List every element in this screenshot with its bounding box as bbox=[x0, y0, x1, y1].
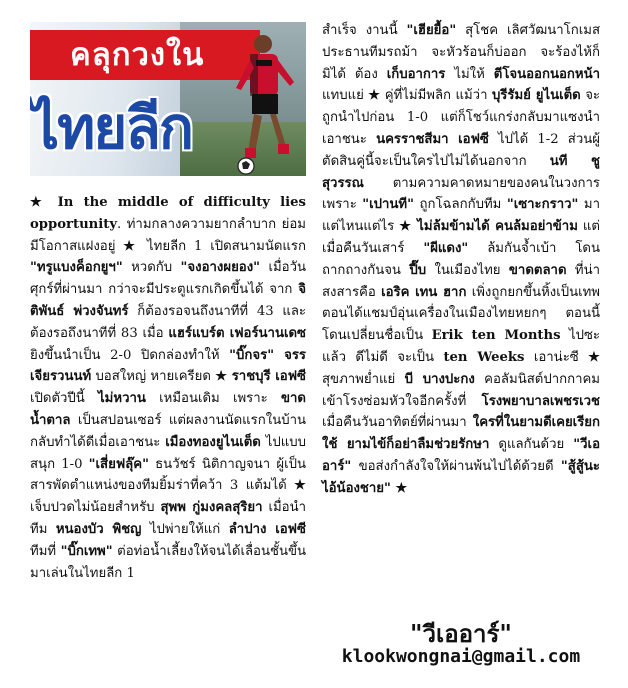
bold-text-run: ขาดตลาด bbox=[508, 262, 567, 278]
bold-text-run: "จงอางผยอง" bbox=[180, 260, 261, 276]
text-run: มาแต่ไหนแต่ไร bbox=[322, 197, 600, 235]
bold-text-run: ★ ไม่ล้มข้ามได้ คนล้มอย่าข้าม bbox=[399, 219, 578, 235]
bold-text-run: ขาดน้ำตาล bbox=[30, 391, 306, 428]
author-signature: "วีเออาร์" bbox=[410, 619, 512, 648]
text-run: สุโชค เลิศวัฒนาโกเมส ประธานทีมรถม้า จะหัวร้อนก็บ่ออก จะร้องไห้ก็มิได้ ต้อง bbox=[322, 23, 600, 82]
left-text-column bbox=[30, 192, 306, 584]
text-run: คู่ที่ไม่มีพลิก แม้ว่า bbox=[380, 88, 492, 104]
text-run: ในเมืองไทย bbox=[426, 262, 509, 278]
right-text-column bbox=[322, 20, 600, 500]
text-run: เอาน่ะซี bbox=[524, 349, 589, 365]
bold-text-run: ตีโจนออกนอกหน้า bbox=[493, 66, 600, 82]
text-run: แทบแย่ bbox=[322, 88, 369, 104]
text-run: ไม่ให้ bbox=[445, 66, 494, 82]
text-run: หวดกับ bbox=[122, 260, 181, 276]
text-run: ไปซะแล้ว ดีไม่ดี จะเป็น bbox=[322, 328, 600, 365]
bold-text-run: "ทรูแบงค็อกยูฯ" bbox=[30, 260, 123, 276]
bold-text-run: ไม่หวาน bbox=[98, 391, 146, 407]
text-run: ธนวัชร์ นิติกาญจนา ผู้เป็นสารพัดตำแหน่งของทีมยิ้มร่าที่คว้า 3 แต้มได้ bbox=[30, 456, 306, 494]
text-run: ขอส่งกำลังใจให้ผ่านพ้นไปได้ด้วยดี bbox=[351, 458, 561, 474]
bold-text-run: เก็บอาการ bbox=[386, 66, 446, 82]
text-run: ไปพ่ายให้แก่ bbox=[141, 521, 229, 537]
bold-text-run: ใครที่ในยามดีเคยเรียกใช้ ยามไข้ก็อย่าลืมช่วยรักษา bbox=[322, 415, 600, 453]
text-run: จะถูกนำไปก่อน 1-0 แต่ก็โชว์แกร่งกลับมาแซงนำเอาชนะ bbox=[322, 88, 600, 147]
text-run: ล้มกันจ้ำเบ้า โดนถากถางกันจน bbox=[322, 240, 600, 278]
bold-text-run: เอริค เทน ฮาก bbox=[381, 284, 467, 300]
text-run: ตามความคาดหมายของคนในวงการ เพราะ bbox=[322, 175, 600, 213]
text-run: ถูกโฉลกกับทีม bbox=[414, 197, 507, 213]
bold-text-run: บุรีรัมย์ ยูไนเต็ด bbox=[491, 88, 581, 104]
text-run: เพิ่งถูกยกขึ้นหิ้งเป็นเทพตอนได้แชมป์อุ่นเครื่องในเมืองไทยหยกๆ ตอนนี้โดนเปลี่ยนชื่อเป็น bbox=[322, 284, 600, 344]
text-run: ไทยลีก 1 เปิดสนามนัดแรก bbox=[147, 238, 306, 254]
bold-text-run: "บิ๊กเทพ" bbox=[60, 543, 113, 559]
bold-text-run: เมืองทองยูไนเต็ด bbox=[165, 434, 261, 450]
bold-text-run: จิติพันธ์ พ่วงจันทร์ bbox=[30, 282, 306, 319]
column-banner bbox=[30, 22, 306, 176]
bold-text-run: บี บางปะกง bbox=[404, 371, 475, 387]
bold-text-run: "เปานที" bbox=[362, 197, 414, 213]
bold-text-run: Erik ten Months bbox=[431, 328, 561, 344]
text-run: เหมือนเดิม เพราะ bbox=[145, 391, 281, 407]
bold-text-run: ★ bbox=[368, 88, 381, 104]
text-run: คอลัมนิสต์ปากกาคมเข้าโรงซ่อมหัวใจอีกครั้งที่ bbox=[322, 371, 600, 409]
text-run: เมื่อนำทีม bbox=[30, 500, 307, 537]
bold-text-run: "เซาะกราว" bbox=[506, 197, 579, 213]
bold-text-run: ★ bbox=[588, 349, 600, 365]
bold-text-run: แฮร์แบร์ต เฟอร์นานเดซ bbox=[168, 325, 306, 341]
text-run: ต่อท่อน้ำเลี้ยงให้จนได้เลื่อนชั้นขึ้นมาเล่นในไทยลีก 1 bbox=[30, 543, 306, 581]
text-run: ดูแลกันด้วย bbox=[489, 437, 574, 453]
text-run: ที่น่าสงสารคือ bbox=[322, 262, 601, 300]
bold-text-run: โรงพยาบาลเพชรเวช bbox=[481, 393, 600, 409]
text-run: เจ็บปวดไม่น้อยสำหรับ bbox=[30, 500, 161, 516]
banner-title-bottom: ไทยลีก bbox=[30, 94, 193, 162]
bold-text-run: หนองบัว พิชญ bbox=[55, 521, 142, 537]
bold-text-run: "เฮียยื้อ" bbox=[406, 23, 457, 38]
text-run: ไปได้ 1-2 ส่วนผู้ตัดสินคู่นี้จะเป็นใครไปไม่ได้นอกจาก bbox=[322, 131, 601, 169]
bold-text-run: ★ bbox=[294, 478, 306, 494]
bold-text-run: "วีเออาร์" bbox=[322, 437, 600, 474]
banner-title-top: คลุกวงใน bbox=[30, 30, 260, 80]
bold-text-run: ten Weeks bbox=[443, 349, 525, 365]
bold-text-run: ★ In the middle of difficulty lies opportunity bbox=[30, 195, 306, 232]
bold-text-run: ลำปาง เอฟซี bbox=[228, 521, 306, 537]
bold-text-run: นที ชูสุวรรณ bbox=[322, 153, 600, 191]
text-run: สำเร็จ งานนี้ bbox=[322, 23, 407, 38]
text-run: . ท่ามกลางความยากลำบาก ย่อมมีโอกาสแฝงอยู่ bbox=[30, 216, 306, 254]
text-run: ไปแบบสนุก 1-0 bbox=[30, 434, 306, 472]
text-run: เมื่อคืนวันอาทิตย์ที่ผ่านมา bbox=[322, 415, 473, 431]
bold-text-run: ปี๊บ bbox=[409, 262, 427, 278]
text-run: บอสใหญ่ หายเครียด bbox=[91, 369, 216, 385]
text-run: เป็นสปอนเซอร์ แต่ผลงานนัดแรกในบ้านกลับทำได้ดีเมื่อเอาชนะ bbox=[30, 412, 306, 450]
bold-text-run: "ผีแดง" bbox=[423, 240, 469, 256]
bold-text-run: "เสี่ยฟลุ๊ค" bbox=[88, 456, 149, 472]
bold-text-run: นครราชสีมา เอฟซี bbox=[376, 131, 489, 147]
bold-text-run: ★ bbox=[123, 238, 148, 254]
bold-text-run: "สู้สู้นะ ไอ้น้องชาย" ★ bbox=[322, 458, 600, 496]
text-run: สุขภาพย่ำแย่ bbox=[322, 371, 405, 387]
contact-email[interactable]: klookwongnai@gmail.com bbox=[341, 646, 581, 667]
text-run: เมื่อวันศุกร์ที่ผ่านมา กว่าจะมีประตูแรกเกิดขึ้นได้ จาก bbox=[30, 260, 307, 298]
text-run: ก็ต้องรอจนถึงนาทีที่ 43 และต้องรอถึงนาทีที่ 83 เมื่อ bbox=[30, 303, 306, 341]
text-run: แต่เมื่อคืนวันเสาร์ bbox=[322, 219, 600, 256]
text-run: ทีมที่ bbox=[30, 543, 61, 559]
text-run: เปิดตัวปีนี้ bbox=[30, 391, 99, 407]
text-run: ยิงขึ้นนำเป็น 2-0 ปิดกล่องทำให้ bbox=[30, 347, 230, 363]
bold-text-run: "บิ๊กจร" จรร เจียรวนนท์ bbox=[30, 347, 306, 385]
football-player-image bbox=[230, 30, 300, 176]
bold-text-run: ★ ราชบุรี เอฟซี bbox=[215, 369, 306, 385]
bold-text-run: สุพพ กู่มงคลสุริยา bbox=[160, 500, 263, 516]
